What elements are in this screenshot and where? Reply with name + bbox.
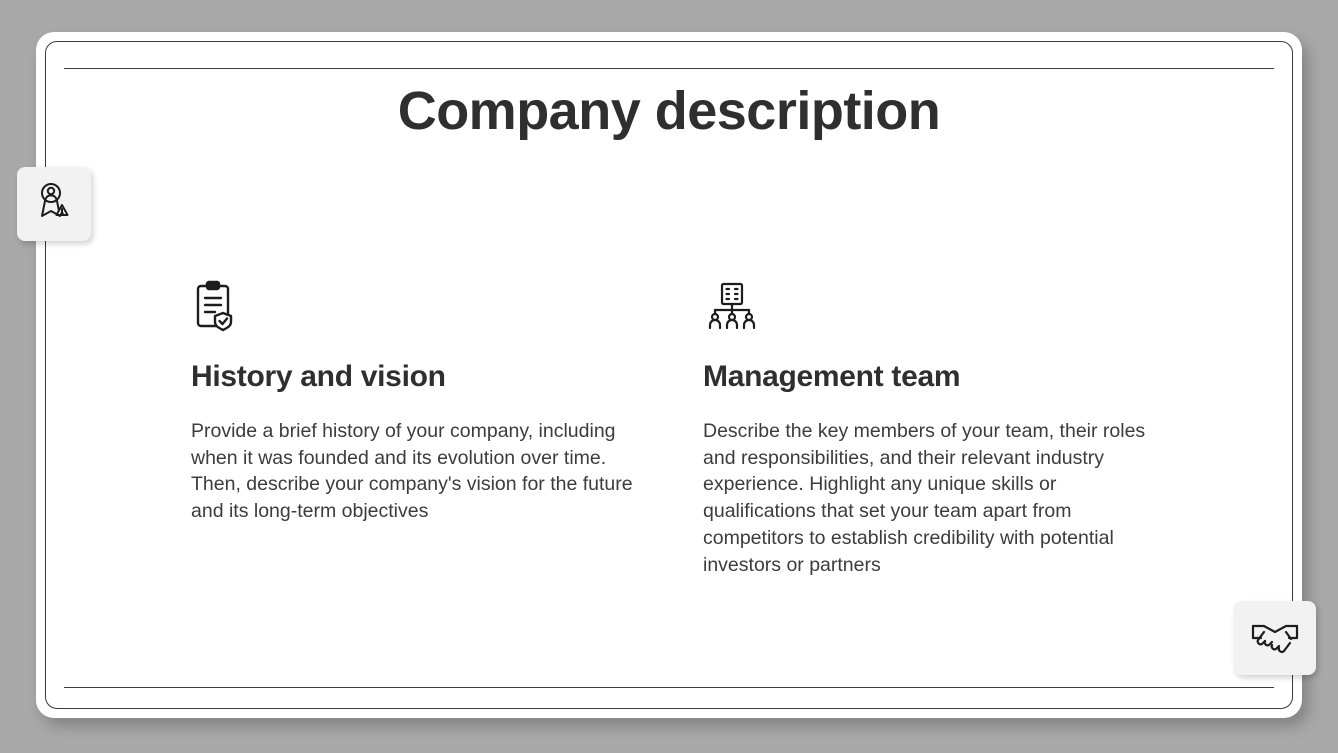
- handshake-icon: [1249, 614, 1301, 663]
- column-heading: Management team: [703, 360, 961, 393]
- handshake-chip: [1234, 601, 1316, 675]
- content-columns: [191, 280, 1191, 578]
- column-heading: History and vision: [191, 360, 446, 393]
- column-history-and-vision: [191, 280, 651, 578]
- clipboard-check-icon: [191, 280, 651, 338]
- page-title: Company description: [397, 81, 941, 141]
- column-management-team: [703, 280, 1163, 578]
- divider-top: [64, 68, 1274, 69]
- column-body: Describe the key members of your team, their roles and responsibilities, and their relevant industry experience. Highlight any unique skills or qualifications that set your team apart from competitors to establish credibility with potential investors or partners: [703, 420, 1146, 576]
- column-body: Provide a brief history of your company, including when it was founded and its evolution over time. Then, describe your company's vision for the future and its long-term objectives: [191, 420, 633, 523]
- org-chart-icon: [703, 280, 1163, 338]
- divider-bottom: [64, 687, 1274, 688]
- badge-person-chip: [17, 167, 91, 241]
- slide: [36, 32, 1302, 718]
- badge-person-icon: [31, 179, 77, 230]
